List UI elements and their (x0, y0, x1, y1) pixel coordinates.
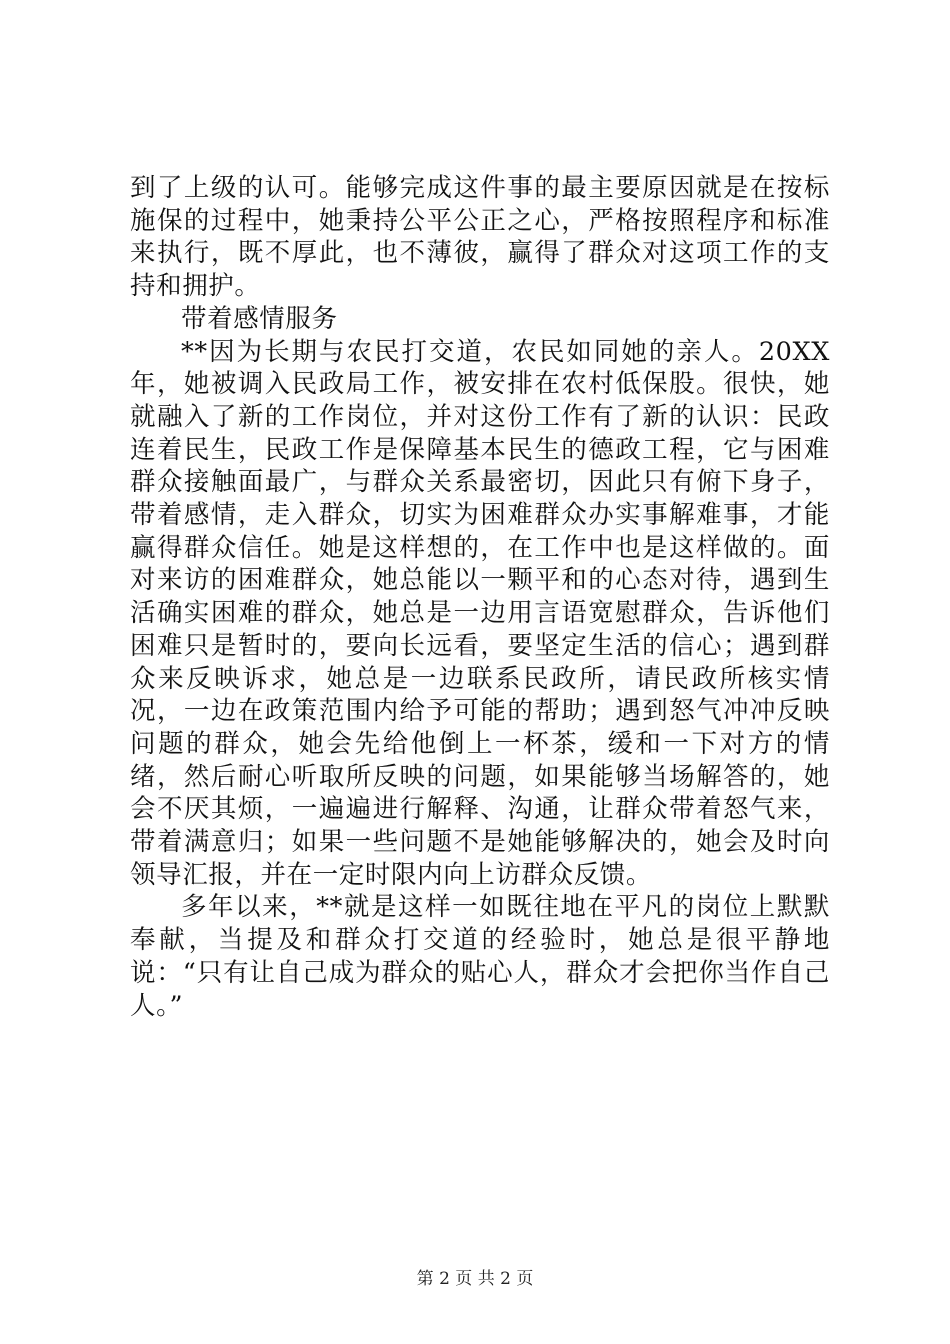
page-number-label: 第 2 页 共 2 页 (416, 1269, 534, 1289)
closing-paragraph: 多年以来，**就是这样一如既往地在平凡的岗位上默默奉献，当提及和群众打交道的经验时，她总是很平静地说：“只有让自己成为群众的贴心人，群众才会把你当作自己人。” (130, 892, 830, 1021)
section-heading: 带着感情服务 (181, 303, 338, 334)
body-paragraph: **因为长期与农民打交道，农民如同她的亲人。20XX年，她被调入民政局工作，被安排在农村低保股。很快，她就融入了新的工作岗位，并对这份工作有了新的认识：民政连着民生，民政工作是保障基本民生的德政工程，它与困难群众接触面最广，与群众关系最密切，因此只有俯下身子，带着感情，走入群众，切实为困难群众办实事解难事，才能赢得群众信任。她是这样想的，在工作中也是这样做的。面对来访的困难群众，她总能以一颗平和的心态对待，遇到生活确实困难的群众，她总是一边用言语宽慰群众，告诉他们困难只是暂时的，要向长远看，要坚定生活的信心；遇到群众来反映诉求，她总是一边联系民政所，请民政所核实情况，一边在政策范围内给予可能的帮助；遇到怒气冲冲反映问题的群众，她会先给他倒上一杯茶，缓和一下对方的情绪，然后耐心听取所反映的问题，如果能够当场解答的，她会不厌其烦，一遍遍进行解释、沟通，让群众带着怒气来，带着满意归；如果一些问题不是她能够解决的，她会及时向领导汇报，并在一定时限内向上访群众反馈。 (130, 336, 830, 890)
continuation-paragraph: 到了上级的认可。能够完成这件事的最主要原因就是在按标施保的过程中，她秉持公平公正之心，严格按照程序和标准来执行，既不厚此，也不薄彼，赢得了群众对这项工作的支持和拥护。 (130, 173, 830, 302)
document-body (130, 172, 830, 1022)
page-footer (0, 1267, 950, 1291)
